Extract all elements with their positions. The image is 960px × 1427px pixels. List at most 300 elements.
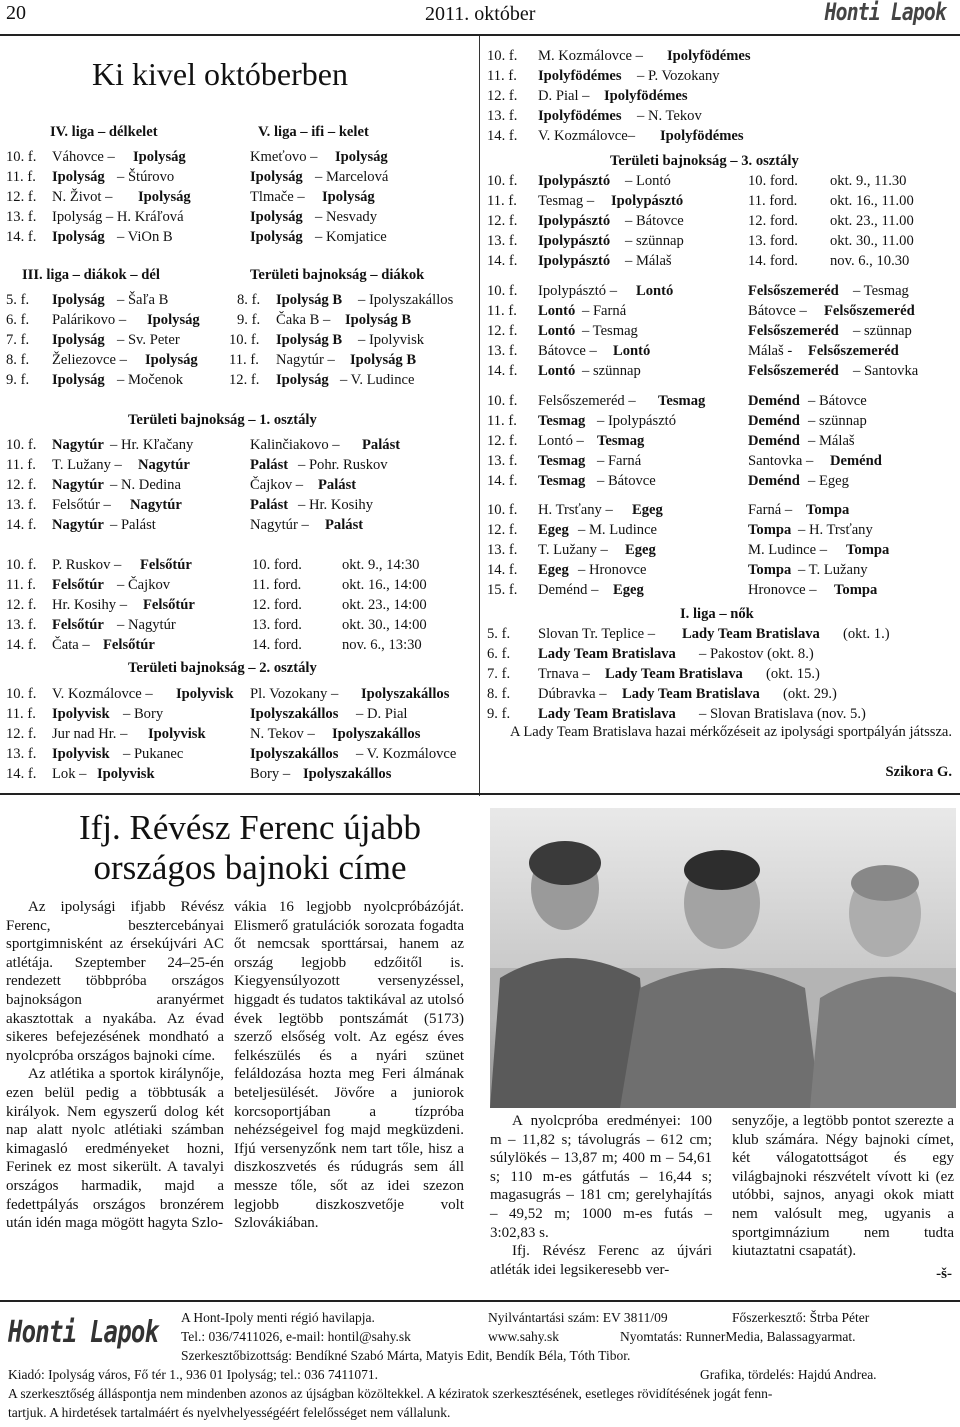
fixture-text: 14. f.: [6, 517, 37, 533]
team-name-home-club: Ipolyság: [276, 372, 329, 388]
fixture-text: – Ipolyszakállos: [358, 292, 454, 308]
footer-logo: Honti Lapok: [8, 1315, 159, 1350]
team-name-home-club: Ipolyvisk: [52, 706, 110, 722]
team-name-home-club: Ipolyszakállos: [332, 726, 421, 742]
team-name-home-club: Felsőszemeréd: [748, 283, 839, 299]
fixture-text: – Močenok: [117, 372, 184, 388]
fixture-text: V. Kozmálovce–: [538, 128, 635, 144]
fixture-text: M. Kozmálovce –: [538, 48, 643, 64]
schedule-row: [0, 106, 960, 126]
fixture-text: 12. f.: [6, 189, 37, 205]
team-name-home-club: Felsőszemeréd: [824, 303, 915, 319]
fixture-text: – Pakostov (okt. 8.): [699, 646, 814, 662]
schedule-row: [0, 580, 960, 600]
fixture-text: – Bátovce: [597, 473, 656, 489]
fixture-text: Felsőtúr –: [52, 497, 111, 513]
fixture-text: 14. f.: [6, 229, 37, 245]
fixture-text: 9. f.: [237, 312, 261, 328]
fixture-text: 10. ford.: [252, 557, 302, 573]
fixture-text: – Čajkov: [117, 577, 171, 593]
fixture-text: Trnava –: [538, 666, 590, 682]
fixture-text: 13. f.: [6, 209, 37, 225]
fixture-text: – Tesmag: [582, 323, 638, 339]
fixture-text: – Šaľa B: [117, 292, 169, 308]
fixture-text: 12. f.: [487, 522, 518, 538]
fixture-text: 10. f.: [6, 149, 37, 165]
fixture-text: 10. f.: [229, 332, 260, 348]
fixture-text: – Santovka: [853, 363, 919, 379]
fixture-text: Nagytúr –: [250, 517, 309, 533]
schedule-row: [0, 540, 960, 560]
schedule-row: [0, 147, 960, 167]
header-rule: [0, 34, 960, 36]
team-name-home-club: Ipolyfödémes: [538, 108, 622, 124]
women-note: A Lady Team Bratislava hazai mérkőzéseit az ipolysági sportpályán játssza.: [510, 724, 953, 740]
fixture-text: – Málaš: [625, 253, 672, 269]
fixture-text: 10. f.: [6, 437, 37, 453]
fixture-text: Želiezovce –: [52, 352, 127, 368]
team-name-home-club: Ipolypásztó: [538, 253, 611, 269]
team-name-home-club: Egeg: [538, 562, 569, 578]
fixture-text: – szünnap: [582, 363, 641, 379]
team-name-home-club: Lady Team Bratislava: [605, 666, 743, 682]
schedule-row: [0, 301, 960, 321]
team-name-home-club: Ipolyfödémes: [660, 128, 744, 144]
fixture-text: 12. f.: [487, 88, 518, 104]
footer-graphics: Grafika, tördelés: Hajdú Andrea.: [700, 1367, 877, 1382]
fixture-text: N. Život –: [52, 189, 113, 205]
team-name-home-club: Palást: [362, 437, 401, 453]
fixture-text: – Hr. Kosihy: [298, 497, 373, 513]
fixture-text: M. Ludince –: [748, 542, 828, 558]
team-name-home-club: Palást: [325, 517, 364, 533]
fixture-text: Felsőszemeréd –: [538, 393, 636, 409]
team-name-home-club: Nagytúr: [52, 437, 104, 453]
schedule-row: [0, 624, 960, 644]
schedule-row: [0, 520, 960, 540]
fixture-text: Santovka –: [748, 453, 814, 469]
fixture-text: 5. f.: [487, 626, 511, 642]
fixture-text: – Slovan Bratislava (nov. 5.): [699, 706, 866, 722]
footer-publisher: Kiadó: Ipolyság város, Fő tér 1., 936 01 Ipolyság; tel.: 036 7411071.: [8, 1367, 378, 1382]
schedule-row: [0, 171, 960, 191]
fixture-text: 12. f.: [487, 433, 518, 449]
team-name-home-club: Felsőtúr: [140, 557, 192, 573]
article-paragraph: A nyolcpróba eredményei: 100 m – 11,82 s; távolugrás – 612 cm; súlylökés – 13,87 m; 400 m – 54,61 s; 110 m-es gátfutás – 16,44 s; magasugrás – 181 cm; gerelyhajítás – 49,52 m; 1000 m-es futás – 3:02,83 s.: [490, 1113, 712, 1241]
fixture-text: nov. 6., 13:30: [342, 637, 422, 653]
fixture-text: (okt. 1.): [843, 626, 890, 642]
article-author: -š-: [936, 1266, 952, 1282]
fixture-text: – Štúrovo: [117, 169, 175, 185]
fixture-text: 14. f.: [487, 363, 518, 379]
fixture-text: 12. f.: [487, 323, 518, 339]
fixture-text: Málaš -: [748, 343, 793, 359]
team-name-home-club: Deménd: [830, 453, 882, 469]
fixture-text: 12. f.: [229, 372, 260, 388]
footer-rule: [0, 1300, 960, 1302]
fixture-text: 14. f.: [6, 766, 37, 782]
fixture-text: 12. f.: [6, 726, 37, 742]
fixture-text: 9. f.: [487, 706, 511, 722]
schedule-row: [0, 411, 960, 431]
fixture-text: okt. 30., 11.00: [830, 233, 914, 249]
team-name-home-club: Tesmag: [538, 453, 586, 469]
fixture-text: 11. f.: [6, 169, 36, 185]
team-name-home-club: Tesmag: [658, 393, 706, 409]
fixture-text: – Lontó: [625, 173, 671, 189]
section-title: Ki kivel októberben: [92, 56, 348, 92]
fixture-text: 10. ford.: [748, 173, 798, 189]
section-rule: [0, 793, 960, 795]
schedule-row: [0, 321, 960, 341]
fixture-text: 11. f.: [229, 352, 259, 368]
article-paragraph: senyzője, a legtöbb pontot szerezte a klub számára. Négy bajnoki címet, két válogatottságot és egy világbajnoki részvételt vívott ki (ez utóbbi, sajnos, anyagi okok miatt nem valósult meg, ugyanis a sportgimnázium nem tudta kiutaztatni csapatát).: [732, 1113, 954, 1260]
article-title: [40, 808, 460, 888]
schedule-row: [0, 391, 960, 411]
schedule-row: [0, 560, 960, 580]
fixture-text: Váhovce –: [52, 149, 115, 165]
fixture-text: Bátovce –: [538, 343, 597, 359]
schedule-row: [0, 251, 960, 271]
fixture-text: 10. f.: [6, 557, 37, 573]
fixture-text: 10. f.: [487, 283, 518, 299]
fixture-text: – V. Kozmálovce: [356, 746, 457, 762]
fixture-text: T. Lužany –: [52, 457, 122, 473]
fixture-text: 13. f.: [6, 497, 37, 513]
fixture-text: 13. f.: [487, 453, 518, 469]
team-name-home-club: Tompa: [748, 522, 792, 538]
schedule-heading: V. liga – ifi – kelet: [258, 124, 369, 140]
schedule-heading: III. liga – diákok – dél: [22, 267, 160, 283]
team-name-home-club: Ipolyság: [145, 352, 198, 368]
fixture-text: – Pukanec: [123, 746, 184, 762]
team-name-home-club: Tompa: [846, 542, 890, 558]
team-name-home-club: Ipolyság: [138, 189, 191, 205]
fixture-text: Lontó –: [538, 433, 584, 449]
fixture-text: 8. f.: [487, 686, 511, 702]
fixture-text: Čajkov –: [250, 477, 304, 493]
team-name-home-club: Ipolyvisk: [52, 746, 110, 762]
masthead-logo: Honti Lapok: [824, 0, 946, 26]
athletes-photo: [490, 808, 956, 1108]
footer-printer: Nyomtatás: RunnerMedia, Balassagyarmat.: [620, 1329, 856, 1344]
fixture-text: 10. f.: [487, 48, 518, 64]
team-name-home-club: Felsőszemeréd: [748, 363, 839, 379]
team-name-home-club: Ipolyság: [250, 229, 303, 245]
article-column-2: [234, 898, 464, 1233]
fixture-text: okt. 23., 11.00: [830, 213, 914, 229]
team-name-home-club: Felsőtúr: [143, 597, 195, 613]
fixture-text: – Hronovce: [578, 562, 647, 578]
team-name-home-club: Ipolyság: [52, 169, 105, 185]
article-paragraph: vákia 16 legjobb nyolcpróbázóját. Elismerő gratulációk sorozata fogadta őt nemcsak sporttársai, hanem az ország legjobb edzőitől is. Kiegyensúlyozott versenyzéssel, higgadt és tudatos taktikával az utolsó évek legtöbb pontszámát (5173) szerző elsőség volt. Az egész éves felkészülés és a nyári szünet feláldozása hozta meg Feri álmának beteljesülését. Jövőre a juniorok korcsoportjában a tízpróba nehézségeivel fog majd megküzdeni. Ifjú versenyzőnk nem tart tőle, hisz a diszkoszvetés és rúdugrás sem áll messze tőle, sőt az idei szezon legjobb diszkoszvetője volt Szlovákiában.: [234, 899, 464, 1232]
team-name-home-club: Ipolyság B: [345, 312, 412, 328]
fixture-text: Tesmag –: [538, 193, 595, 209]
team-name-home-club: Tesmag: [597, 433, 645, 449]
team-name-home-club: Tesmag: [538, 473, 586, 489]
team-name-home-club: Ipolypásztó: [538, 173, 611, 189]
fixture-text: P. Ruskov –: [52, 557, 122, 573]
fixture-text: – N. Tekov: [637, 108, 702, 124]
schedule-row: [0, 86, 960, 106]
schedule-row: [0, 191, 960, 211]
schedule-row: [0, 684, 960, 704]
team-name-home-club: Palást: [318, 477, 357, 493]
fixture-text: Hr. Kosihy –: [52, 597, 127, 613]
fixture-text: 6. f.: [487, 646, 511, 662]
fixture-text: – Bátovce: [625, 213, 684, 229]
fixture-text: okt. 16., 14:00: [342, 577, 427, 593]
fixture-text: – Bátovce: [808, 393, 867, 409]
team-name-home-club: Nagytúr: [138, 457, 190, 473]
team-name-home-club: Deménd: [748, 393, 800, 409]
team-name-home-club: Lady Team Bratislava: [538, 646, 676, 662]
fixture-text: 13. ford.: [748, 233, 798, 249]
team-name-home-club: Ipolyság B: [276, 292, 343, 308]
team-name-home-club: Felsőtúr: [103, 637, 155, 653]
team-name-home-club: Ipolyság: [52, 229, 105, 245]
team-name-home-club: Ipolyság: [147, 312, 200, 328]
team-name-home-club: Lontó: [636, 283, 674, 299]
fixture-text: – T. Lužany: [798, 562, 868, 578]
schedule-heading: Területi bajnokság – 3. osztály: [610, 153, 799, 169]
team-name-home-club: Ipolyvisk: [148, 726, 206, 742]
fixture-text: 13. f.: [6, 617, 37, 633]
schedule-row: [0, 704, 960, 724]
fixture-text: – Ipolyvisk: [358, 332, 425, 348]
fixture-text: D. Pial –: [538, 88, 590, 104]
fixture-text: – Hr. Kľačany: [110, 437, 194, 453]
fixture-text: 10. f.: [487, 502, 518, 518]
team-name-home-club: Ipolyság: [322, 189, 375, 205]
fixture-text: – Bory: [123, 706, 164, 722]
team-name-home-club: Ipolyság: [52, 332, 105, 348]
fixture-text: Lok –: [52, 766, 87, 782]
fixture-text: Čata –: [52, 637, 90, 653]
team-name-home-club: Ipolyszakállos: [361, 686, 450, 702]
schedule-row: [0, 211, 960, 231]
article-column-1: [6, 898, 224, 1233]
fixture-text: 12. ford.: [252, 597, 302, 613]
team-name-home-club: Palást: [250, 457, 289, 473]
fixture-text: 13. f.: [487, 542, 518, 558]
schedule-row: [0, 764, 960, 784]
fixture-text: okt. 16., 11.00: [830, 193, 914, 209]
fixture-text: okt. 9., 11.30: [830, 173, 907, 189]
team-name-home-club: Egeg: [625, 542, 656, 558]
schedule-row: [0, 451, 960, 471]
schedule-author: Szikora G.: [885, 764, 952, 780]
fixture-text: V. Kozmálovce –: [52, 686, 153, 702]
team-name-home-club: Tompa: [806, 502, 850, 518]
fixture-text: 13. f.: [6, 746, 37, 762]
article-column-3: [490, 1112, 712, 1279]
fixture-text: N. Tekov –: [250, 726, 315, 742]
fixture-text: 14. f.: [487, 128, 518, 144]
fixture-text: okt. 9., 14:30: [342, 557, 420, 573]
fixture-text: Ipolyság – H. Kráľová: [52, 209, 184, 225]
team-name-home-club: Tesmag: [538, 413, 586, 429]
schedule-row: [0, 281, 960, 301]
fixture-text: Hronovce –: [748, 582, 817, 598]
fixture-text: 11. f.: [487, 303, 517, 319]
article-paragraph: Az ipolysági ifjabb Révész Ferenc, besztercebányai sportgimnisként az érsekújvári AC atlétája. Szeptember 24–25-én rendezett többpróba országos bajnokságon aranyérmet akasztottak a nyakába. Az évad sikeres befejezésének mondható a nyolcpróba országos bajnoki címe.: [6, 899, 224, 1064]
fixture-text: 14. ford.: [252, 637, 302, 653]
fixture-text: Pl. Vozokany –: [250, 686, 339, 702]
team-name-home-club: Ipolyfödémes: [604, 88, 688, 104]
fixture-text: 13. ford.: [252, 617, 302, 633]
fixture-text: 15. f.: [487, 582, 518, 598]
fixture-text: Kmeťovo –: [250, 149, 318, 165]
team-name-home-club: Ipolyszakállos: [250, 746, 339, 762]
fixture-text: 12. f.: [487, 213, 518, 229]
fixture-text: 5. f.: [6, 292, 30, 308]
fixture-text: – Pohr. Ruskov: [298, 457, 388, 473]
fixture-text: okt. 30., 14:00: [342, 617, 427, 633]
team-name-home-club: Ipolyvisk: [176, 686, 234, 702]
team-name-home-club: Nagytúr: [52, 477, 104, 493]
fixture-text: – V. Ludince: [340, 372, 415, 388]
footer-website-link[interactable]: www.sahy.sk: [488, 1329, 559, 1344]
footer-editor: Főszerkesztő: Štrba Péter: [732, 1310, 870, 1325]
fixture-text: 14. ford.: [748, 253, 798, 269]
team-name-home-club: Egeg: [538, 522, 569, 538]
fixture-text: 14. f.: [6, 637, 37, 653]
fixture-text: 11. f.: [6, 457, 36, 473]
team-name-home-club: Nagytúr: [130, 497, 182, 513]
page-number: 20: [6, 2, 26, 24]
fixture-text: 14. f.: [487, 562, 518, 578]
fixture-text: 11. ford.: [252, 577, 302, 593]
fixture-text: – Málaš: [808, 433, 855, 449]
team-name-home-club: Deménd: [748, 473, 800, 489]
footer-editorial-board: Szerkesztőbizottság: Bendíkné Szabó Márta, Matyis Edit, Bendík Béla, Tóth Tibor.: [181, 1348, 631, 1363]
fixture-text: Palárikovo –: [52, 312, 127, 328]
team-name-home-club: Ipolypásztó: [538, 213, 611, 229]
fixture-text: 11. f.: [487, 193, 517, 209]
fixture-text: – M. Ludince: [578, 522, 658, 538]
fixture-text: 11. f.: [6, 706, 36, 722]
team-name-home-club: Ipolyság: [335, 149, 388, 165]
fixture-text: Nagytúr –: [276, 352, 335, 368]
schedule-heading: IV. liga – délkelet: [50, 124, 158, 140]
team-name-home-club: Ipolyfödémes: [667, 48, 751, 64]
footer-disclaimer-1: A szerkesztőség álláspontja nem mindenben azonos az újságban közöltekkel. A kéziratok szerkesztésének, esetleges rövidítésének jogát fenn-: [8, 1386, 773, 1401]
fixture-text: – szünnap: [853, 323, 912, 339]
footer-disclaimer-2: tartjuk. A hirdetések tartalmáért és nyelvhelyességéért felelősséget nem vállalunk.: [8, 1405, 451, 1420]
fixture-text: Kalinčiakovo –: [250, 437, 340, 453]
fixture-text: 7. f.: [487, 666, 511, 682]
fixture-text: H. Trsťany –: [538, 502, 613, 518]
team-name-home-club: Ipolyság B: [276, 332, 343, 348]
fixture-text: Bátovce –: [748, 303, 807, 319]
fixture-text: – Farná: [582, 303, 627, 319]
team-name-home-club: Ipolyszakállos: [303, 766, 392, 782]
fixture-text: 13. f.: [487, 343, 518, 359]
fixture-text: 6. f.: [6, 312, 30, 328]
fixture-text: Ipolypásztó –: [538, 283, 618, 299]
team-name-home-club: Ipolyság: [52, 372, 105, 388]
schedule-heading: I. liga – nők: [680, 606, 754, 622]
fixture-text: Slovan Tr. Teplice –: [538, 626, 656, 642]
footer-subtitle: A Hont-Ipoly menti régió havilapja.: [181, 1310, 375, 1325]
team-name-home-club: Lady Team Bratislava: [538, 706, 676, 722]
schedule-row: [0, 46, 960, 66]
fixture-text: Dúbravka –: [538, 686, 607, 702]
article-paragraph: Az atlétika a sportok királynője, ezen belül pedig a többtusák a királyok. Nem egyszerű dolog két nap alatt nyolc atlétiaki számban kimagasló eredményeket hozni, Ferinek ez most sikerült. A tavalyi országos harmadik, majd a fedettpályás országos bronzérem után idén maga mögött hagyta Szlo-: [6, 1066, 224, 1232]
schedule-row: [0, 66, 960, 86]
fixture-text: – N. Dedina: [110, 477, 181, 493]
team-name-home-club: Lontó: [538, 363, 576, 379]
fixture-text: Deménd –: [538, 582, 599, 598]
team-name-home-club: Felsőtúr: [52, 617, 104, 633]
footer-contact: Tel.: 036/7411026, e-mail: hontil@sahy.sk: [181, 1329, 411, 1344]
schedule-row: [0, 744, 960, 764]
fixture-text: – Palást: [110, 517, 156, 533]
fixture-text: Farná –: [748, 502, 793, 518]
fixture-text: 8. f.: [6, 352, 30, 368]
fixture-text: 12. f.: [6, 597, 37, 613]
fixture-text: 14. f.: [487, 253, 518, 269]
fixture-text: Jur nad Hr. –: [52, 726, 128, 742]
fixture-text: T. Lužany –: [538, 542, 608, 558]
team-name-home-club: Ipolyság: [133, 149, 186, 165]
team-name-home-club: Ipolyszakállos: [250, 706, 339, 722]
fixture-text: Tlmače –: [250, 189, 305, 205]
schedule-row: [0, 231, 960, 251]
team-name-home-club: Tompa: [834, 582, 878, 598]
fixture-text: 7. f.: [6, 332, 30, 348]
fixture-text: (okt. 15.): [766, 666, 820, 682]
fixture-text: 11. f.: [487, 68, 517, 84]
fixture-text: – Sv. Peter: [117, 332, 180, 348]
photo-illustration: [490, 808, 956, 1108]
team-name-home-club: Ipolyfödémes: [538, 68, 622, 84]
team-name-home-club: Palást: [250, 497, 289, 513]
issue-date: 2011. október: [425, 3, 536, 25]
fixture-text: – Farná: [597, 453, 642, 469]
fixture-text: 11. f.: [487, 413, 517, 429]
article-title-line-1: Ifj. Révész Ferenc újabb: [78, 808, 422, 847]
fixture-text: – Nesvady: [315, 209, 378, 225]
fixture-text: 12. ford.: [748, 213, 798, 229]
fixture-text: – Marcelová: [315, 169, 389, 185]
team-name-home-club: Ipolyság B: [350, 352, 417, 368]
team-name-home-club: Lontó: [613, 343, 651, 359]
team-name-home-club: Lady Team Bratislava: [622, 686, 760, 702]
team-name-home-club: Felsőszemeréd: [748, 323, 839, 339]
schedule-row: [0, 431, 960, 451]
fixture-text: – Tesmag: [853, 283, 909, 299]
article-column-4: [732, 1112, 954, 1261]
team-name-home-club: Lady Team Bratislava: [682, 626, 820, 642]
fixture-text: – szünnap: [625, 233, 684, 249]
fixture-text: 12. f.: [6, 477, 37, 493]
schedule-row: [0, 500, 960, 520]
fixture-text: 11. f.: [6, 577, 36, 593]
schedule-row: [0, 664, 960, 684]
team-name-home-club: Ipolyság: [52, 292, 105, 308]
fixture-text: Čaka B –: [276, 312, 331, 328]
fixture-text: nov. 6., 10.30: [830, 253, 910, 269]
fixture-text: 13. f.: [487, 233, 518, 249]
team-name-home-club: Deménd: [748, 413, 800, 429]
team-name-home-club: Ipolyvisk: [97, 766, 155, 782]
team-name-home-club: Ipolypásztó: [538, 233, 611, 249]
schedule-heading: Területi bajnokság – diákok: [250, 267, 425, 283]
fixture-text: – Komjatice: [315, 229, 387, 245]
fixture-text: – P. Vozokany: [637, 68, 720, 84]
